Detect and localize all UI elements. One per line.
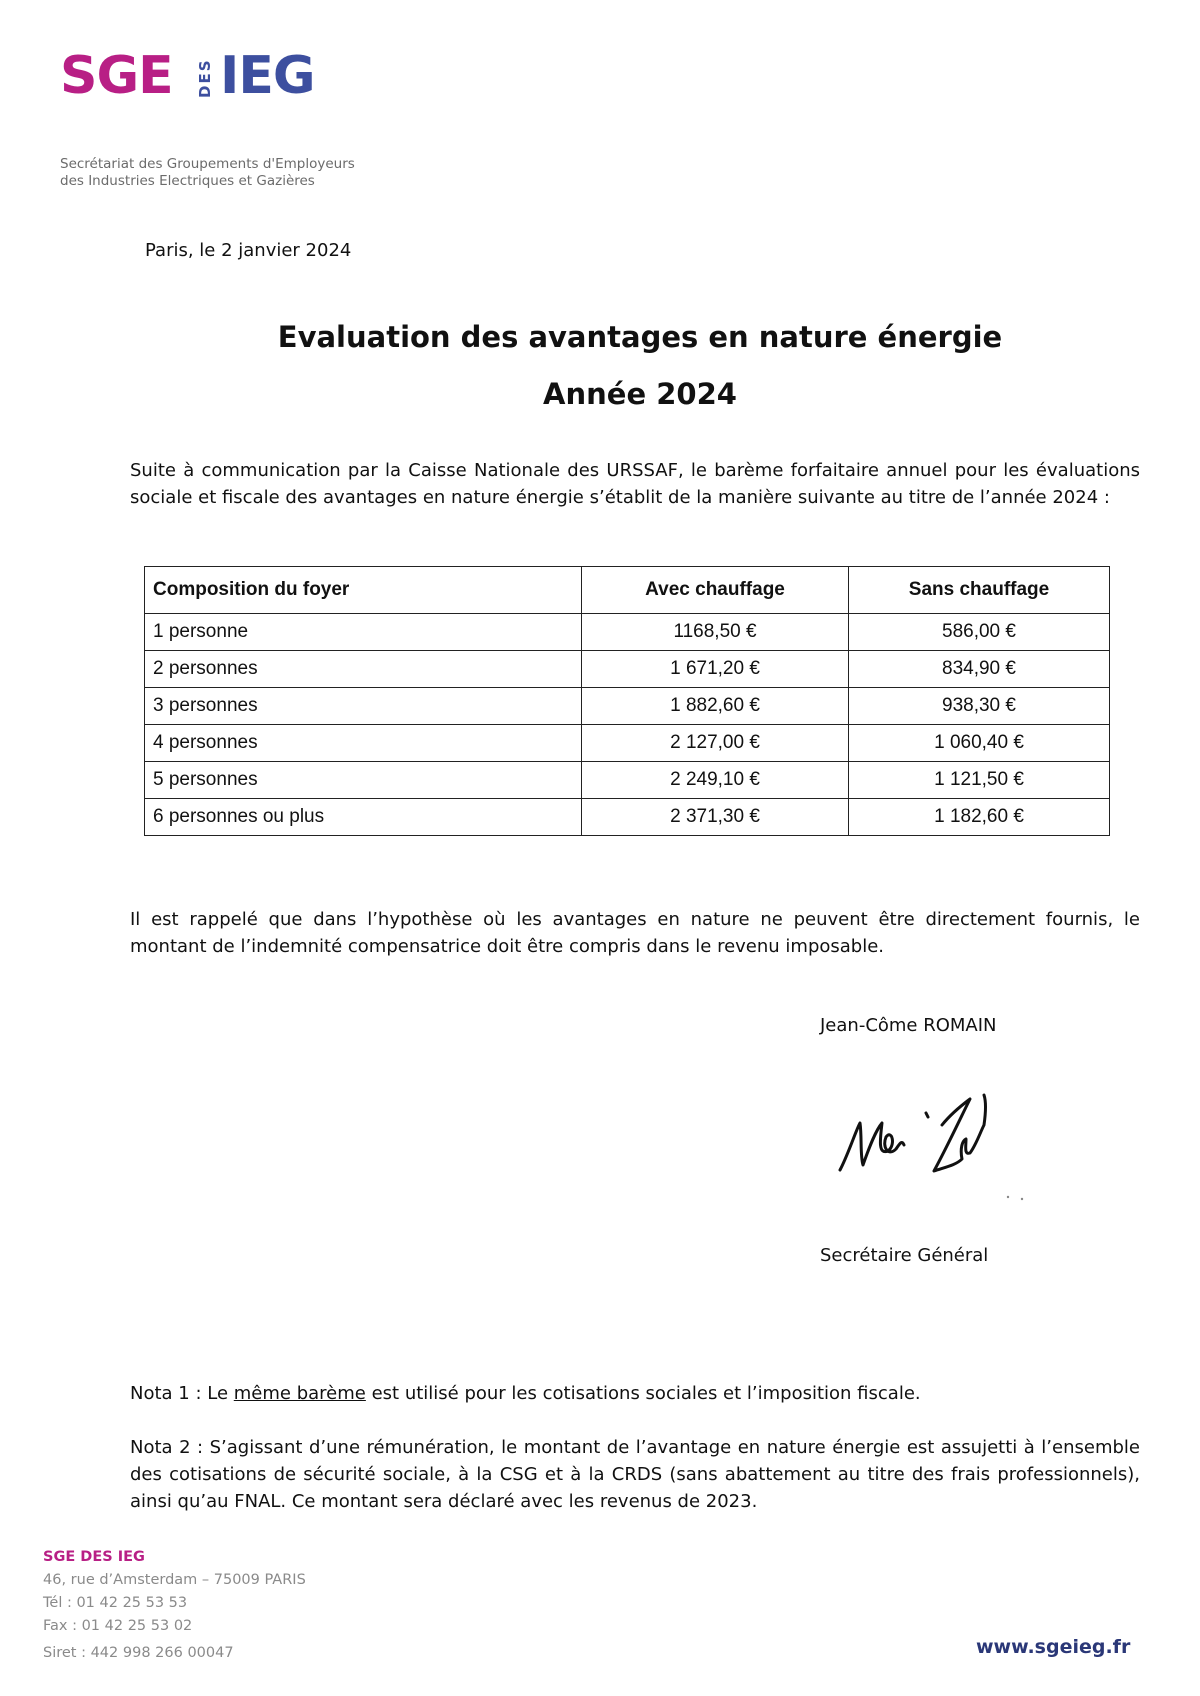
cell-sans-chauffage: 1 182,60 € [849, 799, 1110, 836]
logo-subtitle-line2: des Industries Electriques et Gazières [60, 173, 315, 189]
cell-composition: 3 personnes [145, 688, 582, 725]
cell-sans-chauffage: 834,90 € [849, 651, 1110, 688]
footer-org-name: SGE DES IEG [43, 1549, 145, 1565]
logo-subtitle-line1: Secrétariat des Groupements d'Employeurs [60, 156, 355, 172]
table-row [145, 799, 1110, 836]
nota-1 [130, 1380, 1140, 1407]
header-composition: Composition du foyer [145, 567, 582, 614]
cell-sans-chauffage: 938,30 € [849, 688, 1110, 725]
cell-avec-chauffage: 2 249,10 € [582, 762, 849, 799]
cell-composition: 6 personnes ou plus [145, 799, 582, 836]
header-sans-chauffage: Sans chauffage [849, 567, 1110, 614]
handwritten-signature [830, 1085, 1030, 1210]
table-header-row [145, 567, 1110, 614]
logo-des-text: DES [196, 58, 214, 98]
footer-fax: Fax : 01 42 25 53 02 [43, 1618, 193, 1634]
cell-sans-chauffage: 1 121,50 € [849, 762, 1110, 799]
footer-siret: Siret : 442 998 266 00047 [43, 1645, 234, 1661]
cell-composition: 1 personne [145, 614, 582, 651]
letter-date: Paris, le 2 janvier 2024 [145, 240, 352, 261]
footer-address: 46, rue d’Amsterdam – 75009 PARIS [43, 1572, 306, 1588]
footer-contact [43, 1546, 306, 1665]
table-row [145, 651, 1110, 688]
sge-ieg-logo [60, 46, 380, 190]
cell-composition: 4 personnes [145, 725, 582, 762]
header-avec-chauffage: Avec chauffage [582, 567, 849, 614]
cell-avec-chauffage: 1 671,20 € [582, 651, 849, 688]
logo-subtitle [60, 156, 380, 190]
table-row [145, 725, 1110, 762]
signer-role: Secrétaire Général [820, 1245, 989, 1266]
cell-sans-chauffage: 1 060,40 € [849, 725, 1110, 762]
footer-website-link[interactable]: www.sgeieg.fr [976, 1636, 1131, 1658]
reminder-paragraph: Il est rappelé que dans l’hypothèse où les avantages en nature ne peuvent être directement fournis, le montant de l’indemnité compensatrice doit être compris dans le revenu imposable. [130, 909, 1140, 957]
intro-paragraph: Suite à communication par la Caisse Nationale des URSSAF, le barème forfaitaire annuel pour les évaluations sociale et fiscale des avantages en nature énergie s’établit de la manière suivante au titre de l’année 2024 : [130, 460, 1140, 508]
document-title: Evaluation des avantages en nature énergie [277, 320, 1003, 354]
logo-mark [60, 46, 380, 106]
signer-name: Jean-Côme ROMAIN [820, 1015, 997, 1036]
footer-tel: Tél : 01 42 25 53 53 [43, 1595, 188, 1611]
cell-composition: 2 personnes [145, 651, 582, 688]
logo-ieg-text: IEG [220, 46, 315, 106]
cell-avec-chauffage: 1 882,60 € [582, 688, 849, 725]
document-subtitle-year: Année 2024 [543, 377, 737, 411]
table-row [145, 688, 1110, 725]
cell-composition: 5 personnes [145, 762, 582, 799]
cell-sans-chauffage: 586,00 € [849, 614, 1110, 651]
nota-1-prefix: Nota 1 : Le [130, 1383, 234, 1404]
cell-avec-chauffage: 2 127,00 € [582, 725, 849, 762]
nota-1-suffix: est utilisé pour les cotisations sociales et l’imposition fiscale. [365, 1383, 921, 1404]
nota-2: Nota 2 : S’agissant d’une rémunération, le montant de l’avantage en nature énergie est assujetti à l’ensemble des cotisations de sécurité sociale, à la CSG et à la CRDS (sans abattement au titre des frais professionnels), ainsi qu’au FNAL. Ce montant sera déclaré avec les revenus de 2023. [130, 1437, 1140, 1512]
bareme-table [144, 566, 1110, 836]
logo-sge-text: SGE [60, 46, 173, 106]
table-row [145, 614, 1110, 651]
nota-1-underlined: même barème [233, 1383, 366, 1404]
cell-avec-chauffage: 2 371,30 € [582, 799, 849, 836]
table-row [145, 762, 1110, 799]
cell-avec-chauffage: 1168,50 € [582, 614, 849, 651]
